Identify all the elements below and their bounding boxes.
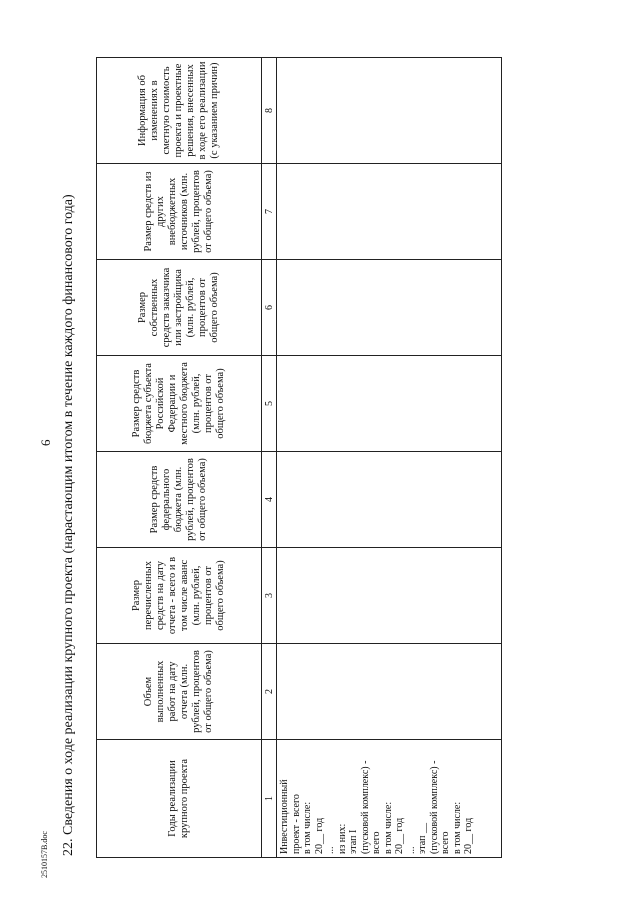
- column-number: 2: [262, 644, 277, 740]
- column-number: 6: [262, 260, 277, 356]
- table-cell: [277, 260, 502, 356]
- column-number: 3: [262, 548, 277, 644]
- column-number: 1: [262, 740, 277, 858]
- column-number: 4: [262, 452, 277, 548]
- document-title: 22. Сведения о ходе реализации крупного проекта (нарастающим итогом в течение каждого финансового года): [61, 194, 76, 856]
- header-cell: Размер средств федерального бюджета (млн. рублей, процентов от общего объема): [97, 452, 262, 548]
- table-cell: [277, 452, 502, 548]
- column-number: 8: [262, 58, 277, 164]
- header-cell: Размер средств бюджета субъекта Российской Федерации и местного бюджета (млн. рублей, процентов от общего объема): [97, 356, 262, 452]
- table-cell: [277, 740, 502, 858]
- header-cell: Размер средств из других внебюджетных источников (млн. рублей, процентов от общего объема): [97, 164, 262, 260]
- header-cell: Размер перечисленных средств на дату отчета - всего и в том числе аванс (млн. рублей, процентов от общего объема): [97, 548, 262, 644]
- table-cell: [277, 58, 502, 164]
- header-cell: Объем выполненных работ на дату отчета (млн. рублей, процентов от общего объема): [97, 644, 262, 740]
- table-cell: [277, 356, 502, 452]
- rotated-page: [60, 58, 580, 858]
- column-number-row: [262, 58, 277, 858]
- table-cell: [277, 548, 502, 644]
- table-cell: [277, 644, 502, 740]
- table-cell: [277, 164, 502, 260]
- header-cell: Размер собственных средств заказчика или застройщика (млн. рублей, процентов от общего объема): [97, 260, 262, 356]
- report-table: [96, 57, 502, 858]
- column-number: 7: [262, 164, 277, 260]
- header-cell: Информация об изменениях в сметную стоимость проекта и проектные решения, внесенных в ходе его реализации (с указанием причин): [97, 58, 262, 164]
- column-number: 5: [262, 356, 277, 452]
- page-number: 6: [38, 439, 53, 446]
- header-cell: Годы реализации крупного проекта: [97, 740, 262, 858]
- header-row: [97, 58, 262, 858]
- footer-code: 2510157В.doc: [40, 831, 49, 878]
- table-row: [277, 58, 502, 858]
- row-labels: Инвестиционный проект - всего в том числе: 20__ год ... из них: этап I (пусковой комплекс) - всего в том числе: 20__ год ... этап __ (пусковой комплекс) - всего в том числе: 20__ год: [279, 760, 474, 854]
